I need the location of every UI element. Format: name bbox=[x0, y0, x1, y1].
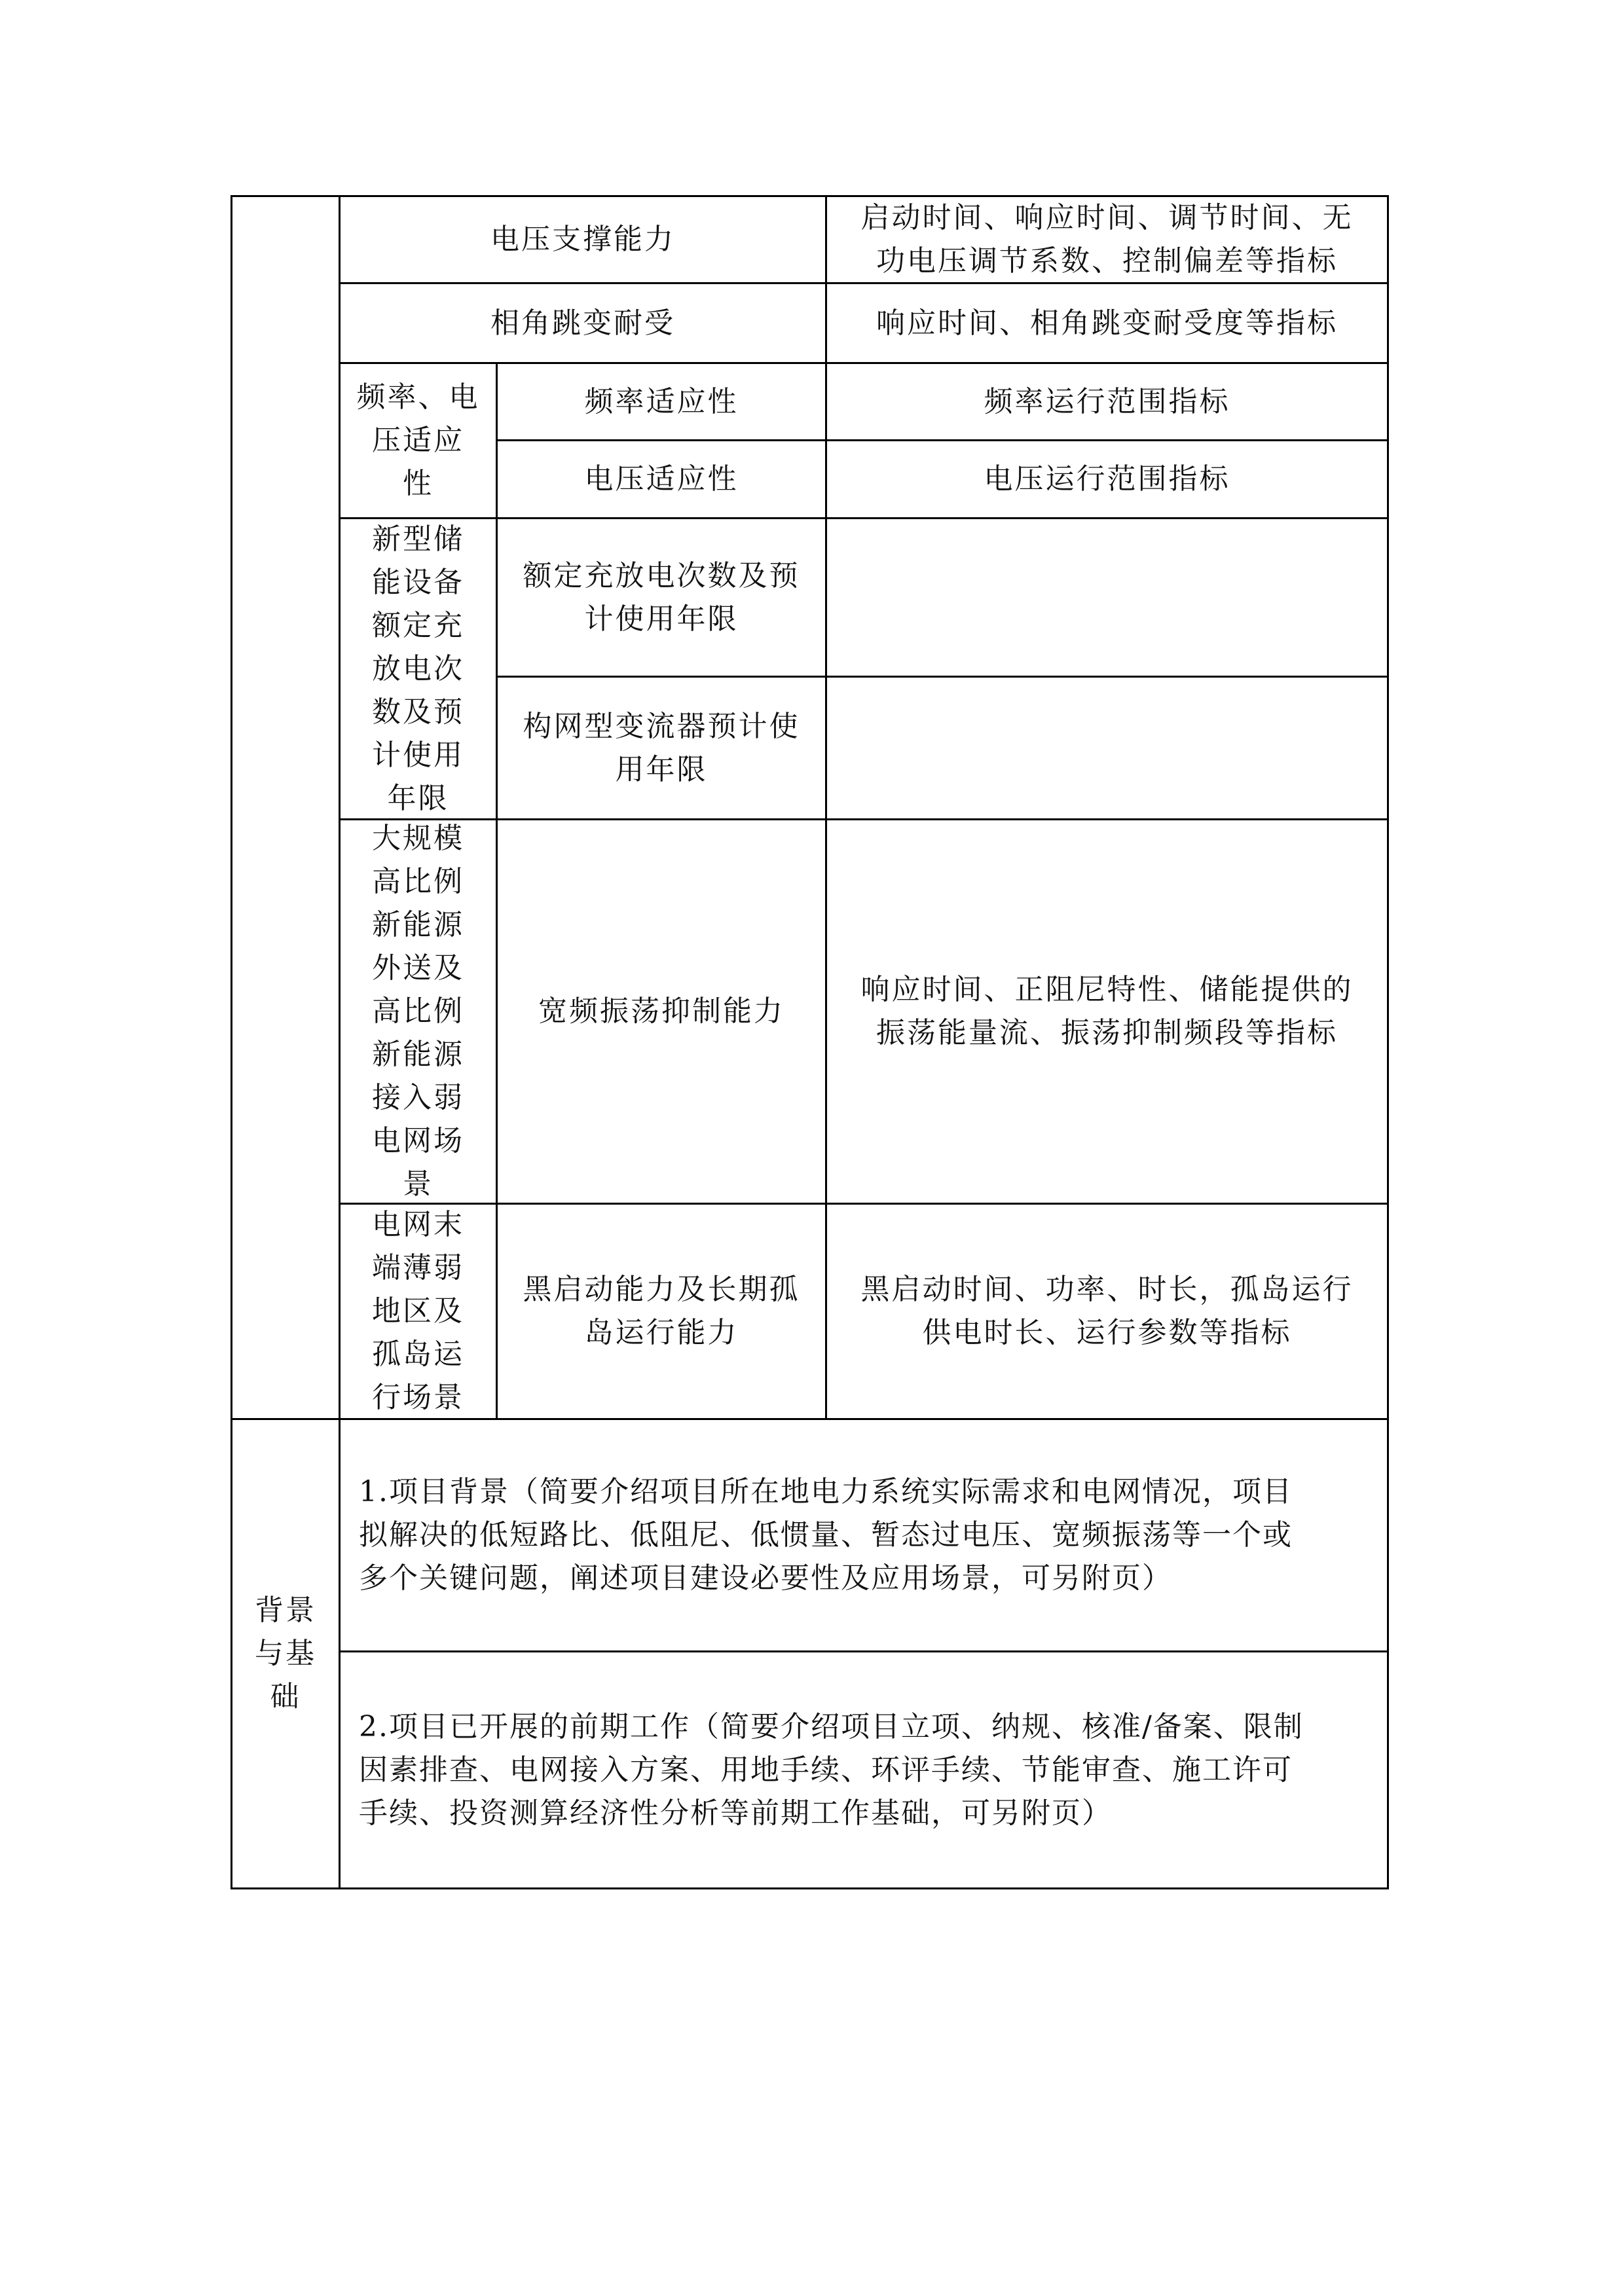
voltage-support-item: 电压支撑能力 bbox=[490, 223, 675, 256]
background-label: 背景 与基 础 bbox=[255, 1594, 316, 1713]
phase-jump-indicators: 响应时间、相角跳变耐受度等指标 bbox=[876, 306, 1338, 340]
voltage-adaptability-indicators: 电压运行范围指标 bbox=[984, 462, 1230, 496]
preliminary-work-text: 2.项目已开展的前期工作（简要介绍项目立项、纳规、核准/备案、限制 因素排查、电网接入方案、用地手续、环评手续、节能审查、施工许可 手续、投资测算经济性分析等前期工作基础，可另附页） bbox=[359, 1709, 1304, 1830]
charge-cycles-indicators bbox=[827, 519, 1387, 676]
oscillation-category: 大规模 高比例 新能源 外送及 高比例 新能源 接入弱 电网场 景 bbox=[372, 822, 464, 1201]
frequency-adaptability-indicators: 频率运行范围指标 bbox=[984, 384, 1230, 418]
storage-life-category: 新型储 能设备 额定充 放电次 数及预 计使用 年限 bbox=[372, 522, 464, 815]
oscillation-indicators: 响应时间、正阻尼特性、储能提供的 振荡能量流、振荡抑制频段等指标 bbox=[860, 973, 1354, 1049]
table-border-bottom bbox=[231, 1887, 1389, 1889]
phase-jump-item: 相角跳变耐受 bbox=[490, 306, 675, 340]
oscillation-item: 宽频振荡抑制能力 bbox=[538, 994, 784, 1028]
converter-life-item: 构网型变流器预计使 用年限 bbox=[523, 709, 800, 786]
black-start-indicators: 黑启动时间、功率、时长，孤岛运行 供电时长、运行参数等指标 bbox=[860, 1273, 1354, 1349]
freq-voltage-category: 频率、电 压适应 性 bbox=[356, 380, 480, 500]
frequency-adaptability-item: 频率适应性 bbox=[584, 384, 739, 418]
black-start-item: 黑启动能力及长期孤 岛运行能力 bbox=[523, 1273, 800, 1349]
table-border-right bbox=[1387, 195, 1389, 1889]
converter-life-indicators bbox=[827, 678, 1387, 818]
charge-cycles-item: 额定充放电次数及预 计使用年限 bbox=[523, 558, 800, 636]
black-start-category: 电网末 端薄弱 地区及 孤岛运 行场景 bbox=[372, 1208, 464, 1414]
voltage-support-indicators: 启动时间、响应时间、调节时间、无 功电压调节系数、控制偏差等指标 bbox=[860, 201, 1354, 278]
voltage-adaptability-item: 电压适应性 bbox=[584, 462, 739, 496]
project-background-text: 1.项目背景（简要介绍项目所在地电力系统实际需求和电网情况，项目 拟解决的低短路比、低阻尼、低惯量、暂态过电压、宽频振荡等一个或 多个关键问题，阐述项目建设必要性及应用场景，可另附页） bbox=[359, 1475, 1293, 1595]
